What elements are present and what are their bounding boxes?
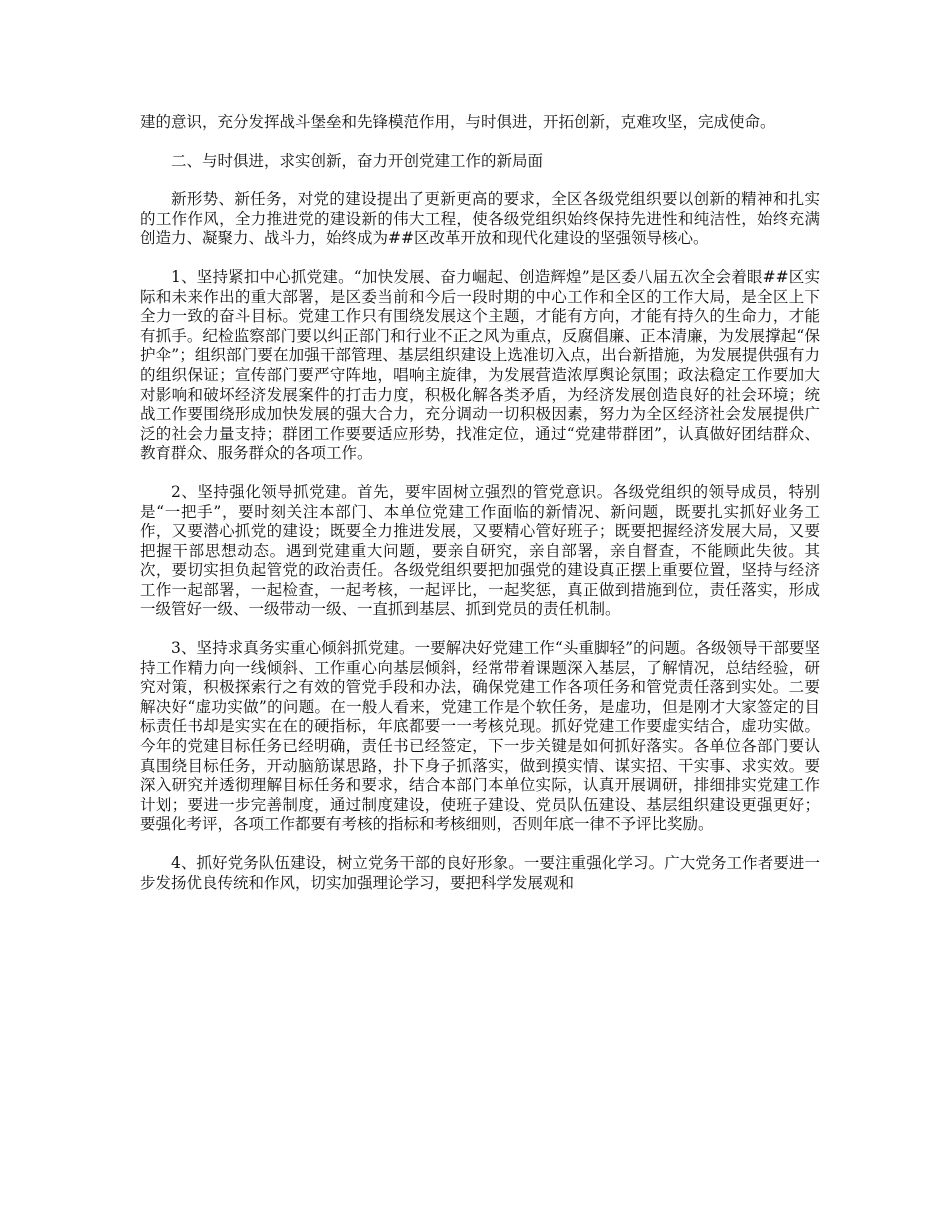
document-page <box>140 113 820 912</box>
paragraph-intro: 新形势、新任务，对党的建设提出了更新更高的要求，全区各级党组织要以创新的精神和扎实的工作作风，全力推进党的建设新的伟大工程，使各级党组织始终保持先进性和纯洁性，始终充满创造力、凝聚力、战斗力，始终成为##区改革开放和现代化建设的坚强领导核心。 <box>140 190 820 248</box>
paragraph-item-4: 4、抓好党务队伍建设，树立党务干部的良好形象。一要注重强化学习。广大党务工作者要进一步发扬优良传统和作风，切实加强理论学习，要把科学发展观和 <box>140 854 820 892</box>
paragraph-item-2: 2、坚持强化领导抓党建。首先，要牢固树立强烈的管党意识。各级党组织的领导成员，特别是“一把手”，要时刻关注本部门、本单位党建工作面临的新情况、新问题，既要扎实抓好业务工作，又要潜心抓党的建设；既要全力推进发展，又要精心管好班子；既要把握经济发展大局，又要把握干部思想动态。遇到党建重大问题，要亲自研究，亲自部署，亲自督查，不能顾此失彼。其次，要切实担负起管党的政治责任。各级党组织要把加强党的建设真正摆上重要位置，坚持与经济工作一起部署，一起检查，一起考核，一起评比，一起奖惩，真正做到措施到位，责任落实，形成一级管好一级、一级带动一级、一直抓到基层、抓到党员的责任机制。 <box>140 482 820 619</box>
paragraph-item-3: 3、坚持求真务实重心倾斜抓党建。一要解决好党建工作“头重脚轻”的问题。各级领导干部要坚持工作精力向一线倾斜、工作重心向基层倾斜，经常带着课题深入基层，了解情况，总结经验，研究对策，积极探索行之有效的管党手段和办法，确保党建工作各项任务和管党责任落到实处。二要解决好“虚功实做”的问题。在一般人看来，党建工作是个软任务，是虚功，但是刚才大家签定的目标责任书却是实实在在的硬指标，年底都要一一考核兑现。抓好党建工作要虚实结合，虚功实做。今年的党建目标任务已经明确，责任书已经签定，下一步关键是如何抓好落实。各单位各部门要认真围绕目标任务，开动脑筋谋思路，扑下身子抓落实，做到摸实情、谋实招、干实事、求实效。要深入研究并透彻理解目标任务和要求，结合本部门本单位实际，认真开展调研，排细排实党建工作计划；要进一步完善制度，通过制度建设，使班子建设、党员队伍建设、基层组织建设更强更好；要强化考评，各项工作都要有考核的指标和考核细则，否则年底一律不予评比奖励。 <box>140 639 820 834</box>
paragraph-item-1: 1、坚持紧扣中心抓党建。“加快发展、奋力崛起、创造辉煌”是区委八届五次全会着眼##区实际和未来作出的重大部署，是区委当前和今后一段时期的中心工作和全区的工作大局，是全区上下全力一致的奋斗目标。党建工作只有围绕发展这个主题，才能有方向，才能有持久的生命力，才能有抓手。纪检监察部门要以纠正部门和行业不正之风为重点，反腐倡廉、正本清廉，为发展撑起“保护伞”；组织部门要在加强干部管理、基层组织建设上选准切入点，出台新措施，为发展提供强有力的组织保证；宣传部门要严守阵地，唱响主旋律，为发展营造浓厚舆论氛围；政法稳定工作要加大对影响和破坏经济发展案件的打击力度，积极化解各类矛盾，为经济发展创造良好的社会环境；统战工作要围绕形成加快发展的强大合力，充分调动一切积极因素，努力为全区经济社会发展提供广泛的社会力量支持；群团工作要要适应形势，找准定位，通过“党建带群团”，认真做好团结群众、教育群众、服务群众的各项工作。 <box>140 267 820 463</box>
section-heading: 二、与时俱进，求实创新，奋力开创党建工作的新局面 <box>171 151 544 170</box>
paragraph-continuation: 建的意识，充分发挥战斗堡垒和先锋模范作用，与时俱进，开拓创新，克难攻坚，完成使命。 <box>140 113 776 131</box>
